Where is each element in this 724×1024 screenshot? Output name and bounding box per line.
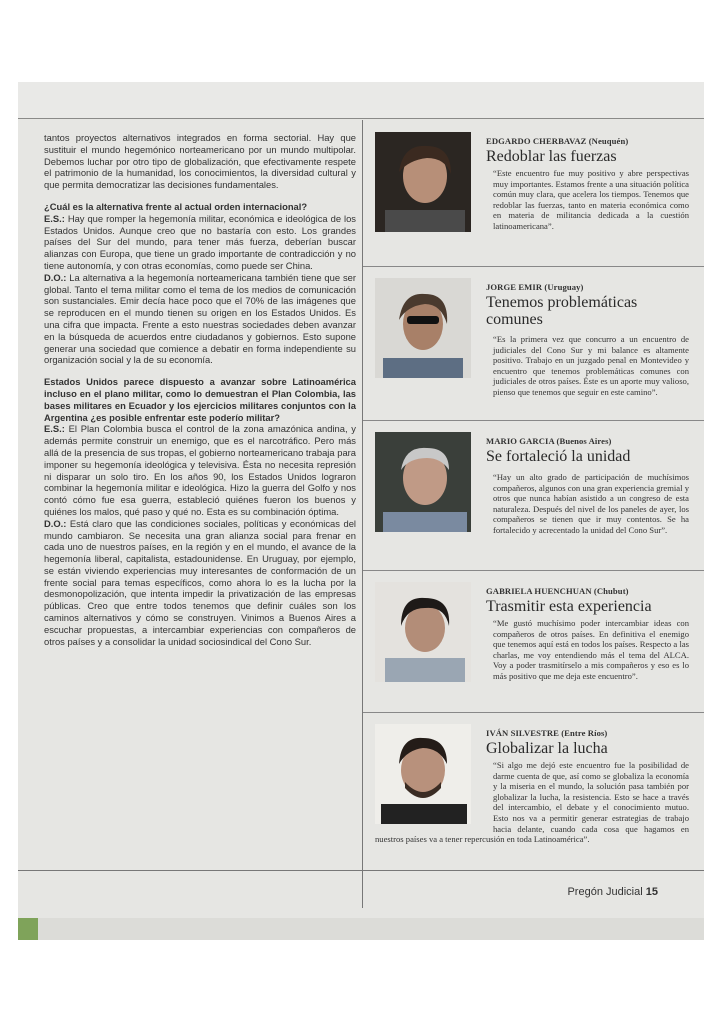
testimonial-quote: “Si algo me dejó este encuentro fue la posibilidad de darme cuenta de que, así como se globaliza la economía y la miseria en el mundo, la solución pasa también por globalizar la lucha, la resistencia. Esto se hace a través del intercambio, el debate y el conocimiento mutuo. Esto nos va a permitir generar estrategias de trabajo hacia delante, cuando cada cosa que hagamos en nuestros países va a tener repercusión en toda Latinoamérica”. — [375, 760, 689, 845]
answer-2-do-text: Está claro que las condiciones sociales, políticas y económicas del mundo cambiaron. Se necesita una gran alianza social para frenar en cada uno de nuestros países, en la región y en el mundo, el avance de la hegemonía liberal, capitalista, estadounidense. En Uruguay, por ejemplo, se están viviendo experiencias muy interesantes de conformación de un frente social para temas específicos, como ahora lo es la lucha por la desmonopolización, que intenta impedir la privatización de las empresas públicas. Creo que entre todos tenemos que definir cuáles son los caminos alternativos y cómo se construyen. Vinimos a Buenos Aires a escuchar propuestas, a intercambiar experiencias con compañeros de otros países y a consolidar la unidad sociosindical del Cono Sur. — [44, 517, 356, 647]
testimonial-title: Se fortaleció la unidad — [486, 448, 631, 465]
intro-paragraph: tantos proyectos alternativos integrados en forma sectorial. Hay que sustituir el mundo hegemónico norteamericano por un mundo multipolar. Debemos luchar por otro tipo de globalización, que efectivamente respete el patrimonio de la humanidad, los conocimientos, la diversidad cultural y que permita democratizar las decisiones fundamentales. — [44, 132, 356, 191]
testimonial-body — [375, 142, 689, 270]
answer-2-do — [44, 518, 356, 648]
page-footer — [567, 886, 658, 898]
person-name: JORGE EMIR (Uruguay) — [486, 282, 584, 292]
testimonial-title: Tenemos problemáticas comunes — [486, 294, 638, 328]
testimonials-column — [363, 120, 704, 908]
footer-rule — [18, 870, 704, 871]
speaker-do-label: D.O.: — [44, 271, 67, 283]
person-name: EDGARDO CHERBAVAZ (Neuquén) — [486, 136, 629, 146]
bottom-band — [18, 918, 704, 940]
top-rule — [18, 118, 704, 119]
testimonial-body — [375, 592, 689, 696]
speaker-es-label: E.S.: — [44, 212, 65, 224]
person-name: GABRIELA HUENCHUAN (Chubut) — [486, 586, 629, 596]
testimonial-quote: “Me gustó muchísimo poder intercambiar ideas con compañeros de otros países. En definitiva el enemigo que tenemos aquí está en todos los países. Respecto a las charlas, me voy entendiendo más el tema del ALCA. Voy a poder trasmitírselo a mis compañeros y eso es lo más positivo que me deja este encuentro”. — [493, 618, 689, 681]
question-2: Estados Unidos parece dispuesto a avanzar sobre Latinoamérica incluso en el plano militar, como lo demuestran el Plan Colombia, las bases militares en Ecuador y los ejercicios militares conjuntos con la Argentina ¿es posible enfrentar este poderío militar? — [44, 376, 356, 423]
color-tab — [18, 918, 38, 940]
testimonial-quote: “Hay un alto grado de participación de muchísimos compañeros, algunos con una gran experiencia gremial y otros que nunca habían asistido a un congreso de esta naturaleza. Después del nivel de los paneles de ayer, los compañeros se tienen que ir muy contentos. Se ha fortalecido y acrecentado la unidad del Cono Sur”. — [493, 472, 689, 535]
answer-1-es — [44, 213, 356, 272]
testimonial-card — [363, 420, 704, 571]
answer-1-do — [44, 272, 356, 366]
magazine-page — [18, 82, 704, 940]
testimonial-card — [363, 712, 704, 908]
testimonial-title: Trasmitir esta experiencia — [486, 598, 652, 615]
testimonial-title: Redoblar las fuerzas — [486, 148, 617, 165]
testimonial-body — [375, 734, 689, 845]
answer-1-es-text: Hay que romper la hegemonía militar, económica e ideológica de los Estados Unidos. Aunque creo que no bastaría con esto. Los grandes países del Sur del mundo, para tener más fuerza, deberían buscar alianzas con Europa, que tiene un grado importante de contradicción y no tiene autonomía, y con otras economías, como puede ser China. — [44, 212, 356, 271]
person-name: MARIO GARCIA (Buenos Aires) — [486, 436, 612, 446]
page-number: 15 — [645, 886, 658, 898]
testimonial-quote: “Es la primera vez que concurro a un encuentro de judiciales del Cono Sur y mi balance es altamente positivo. Trabajo en un juzgado penal en Montevideo y encuentro que tenemos problemáticas comunes con judiciales de otros países. Éste es un aporte muy valioso, pienso que tenemos que seguir en este camino”. — [493, 334, 689, 397]
testimonial-card — [363, 266, 704, 421]
speaker-do-label: D.O.: — [44, 517, 67, 529]
answer-1-do-text: La alternativa a la hegemonía norteamericana también tiene que ser global. Tanto el tema militar como el tema de los medios de comunicación son sustanciales. Emir decía hace poco que el 70% de las imágenes que se reproducen en el mundo tienen su origen en los Estados Unidos. Es una cifra que impacta. Frente a esto nuestras sociedades deben avanzar en la búsqueda de acuerdos entre ciudadanos y gobiernos. Esto supone generar una sociedad que comience a debatir en forma independiente su organización social y la de su economía. — [44, 271, 356, 366]
question-1: ¿Cuál es la alternativa frente al actual orden internacional? — [44, 200, 308, 212]
testimonial-quote: “Este encuentro fue muy positivo y abre perspectivas muy importantes. Estamos frente a una situación política común muy clara, que acelera los tiempos. Tenemos que redoblar las fuerzas, tanto en materia económica como en materia de militancia dedicada a la cuestión latinoamericana”. — [493, 168, 689, 231]
top-band — [18, 82, 704, 119]
testimonial-body — [375, 288, 689, 408]
testimonial-card — [363, 120, 704, 267]
publication-name: Pregón Judicial — [567, 886, 643, 898]
answer-2-es-text: El Plan Colombia busca el control de la zona amazónica andina, y además permite construir un enemigo, que es el narcotráfico. Pero más allá de la presencia de sus tropas, el gobierno norteamericano trabaja para imponer su hegemonía ideológica y televisiva. Ésta no necesita represión ni disparar un solo tiro. En los años 90, los Estados Unidos lograron combinar la hegemonía militar e ideológica. Hizo la guerra del Golfo y nos contó cómo fue esa guerra, estableció quiénes fueron los buenos y quiénes los malos, qué paso y qué no. Esta es su combinación óptima. — [44, 423, 356, 517]
testimonial-body — [375, 442, 689, 552]
person-name: IVÁN SILVESTRE (Entre Ríos) — [486, 728, 608, 738]
speaker-es-label: E.S.: — [44, 423, 65, 435]
interview-column — [44, 132, 356, 932]
answer-2-es — [44, 423, 356, 517]
testimonial-card — [363, 570, 704, 713]
testimonial-title: Globalizar la lucha — [486, 740, 608, 757]
